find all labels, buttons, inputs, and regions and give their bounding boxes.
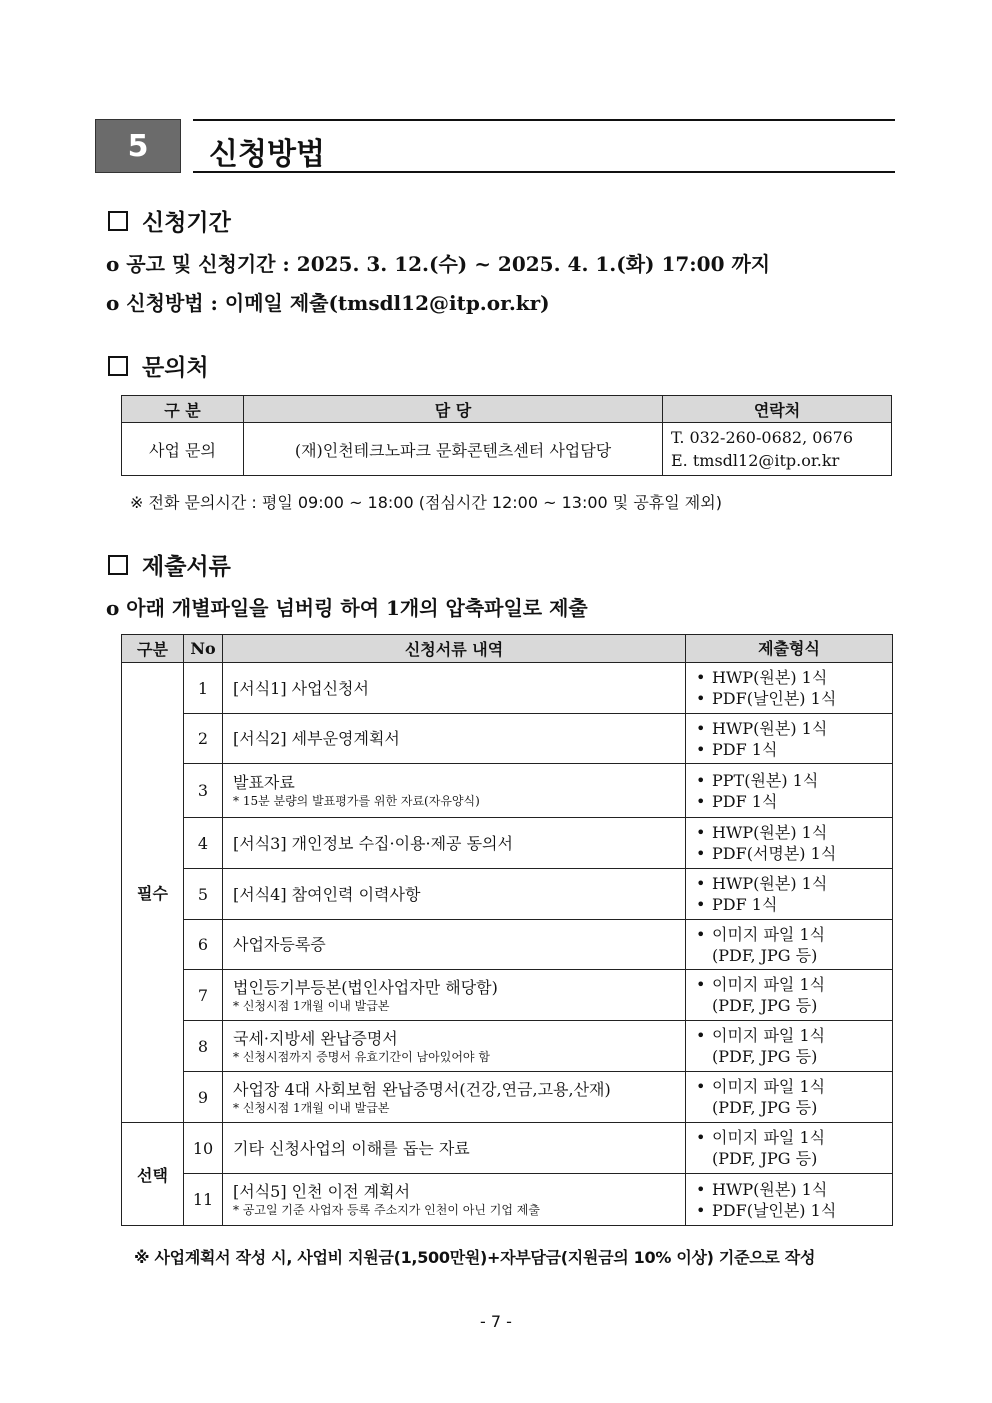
doc-number: 7 [184,970,223,1021]
doc-description [223,1072,686,1123]
doc-title: [서식3] 개인정보 수집·이용·제공 동의서 [233,833,513,853]
doc-title: 기타 신청사업의 이해를 돕는 자료 [233,1138,470,1158]
format-text: (PDF, JPG 등) [712,1149,818,1168]
doc-title: 국세·지방세 완납증명서 [233,1028,398,1048]
format-line [696,843,892,864]
format-text: (PDF, JPG 등) [712,1047,818,1066]
format-text: (PDF, JPG 등) [712,945,818,965]
format-text: 이미지 파일 1식 [712,1077,826,1096]
doc-description [223,764,686,818]
doc-title: 사업자등록증 [233,935,326,954]
doc-subnote: * 신청시점까지 증명서 유효기간이 남아있어야 함 [233,1049,490,1064]
documents-heading: 제출서류 [108,548,231,581]
format-text: PDF 1식 [712,895,778,914]
doc-subnote: * 신청시점 1개월 이내 발급본 [233,998,390,1013]
doc-description [223,920,686,970]
table-row [122,1072,893,1123]
format-text: HWP(원본) 1식 [712,668,828,687]
section-title: 신청방법 [209,137,325,172]
format-line [696,974,892,995]
table-row [122,869,893,920]
doc-title: 사업장 4대 사회보험 완납증명서(건강,연금,고용,산재) [233,1079,611,1099]
format-line [696,718,892,739]
section-title-box [193,119,895,173]
format-line [696,791,892,812]
doc-description [223,970,686,1021]
format-text: HWP(원본) 1식 [712,1179,828,1199]
page-number: - 7 - [480,1312,512,1331]
budget-note: ※ 사업계획서 작성 시, 사업비 지원금(1,500만원)+자부담금(지원금의 10% 이상) 기준으로 작성 [134,1248,816,1267]
contact-email: E. tmsdl12@itp.or.kr [671,451,840,470]
format-line [696,1097,892,1118]
format-line [696,688,892,709]
format-line [696,667,892,688]
method-line: o 신청방법 : 이메일 제출(tmsdl12@itp.or.kr) [106,291,550,315]
checkbox-square-icon [108,356,128,376]
doc-format [686,1174,893,1226]
checkbox-square-icon [108,211,128,231]
table-row [122,970,893,1021]
header-no: No [184,635,223,663]
doc-description [223,1174,686,1226]
doc-description [223,663,686,714]
header-contact: 연락처 [663,396,892,423]
doc-subnote: * 15분 분량의 발표평가를 위한 자료(자유양식) [233,794,480,808]
format-line [696,1046,892,1067]
section-header [95,119,895,173]
header-format: 제출형식 [686,635,893,663]
table-row [122,714,893,764]
doc-title: [서식1] 사업신청서 [233,678,369,698]
format-line [696,1179,892,1200]
group-optional: 선택 [122,1123,184,1226]
format-text: HWP(원본) 1식 [712,874,828,893]
format-text: (PDF, JPG 등) [712,996,818,1015]
doc-number: 6 [184,920,223,970]
format-text: 이미지 파일 1식 [712,975,826,994]
header-group: 구분 [122,635,184,663]
table-row [122,764,893,818]
doc-description [223,869,686,920]
doc-subnote: * 신청시점 1개월 이내 발급본 [233,1100,390,1115]
header-category: 구 분 [122,396,244,423]
contact-phone: T. 032-260-0682, 0676 [671,428,853,447]
format-text: HWP(원본) 1식 [712,823,828,842]
doc-number: 10 [184,1123,223,1174]
format-line [696,945,892,966]
format-text: 이미지 파일 1식 [712,1026,826,1045]
doc-number: 1 [184,663,223,714]
period-heading: 신청기간 [108,204,231,237]
contact-note: ※ 전화 문의시간 : 평일 09:00 ~ 18:00 (점심시간 12:00 ~ 13:00 및 공휴일 제외) [130,493,722,512]
section-number: 5 [95,119,181,173]
format-text: HWP(원본) 1식 [712,718,828,738]
doc-title: [서식2] 세부운영계획서 [233,729,400,748]
format-line [696,1127,892,1148]
format-text: 이미지 파일 1식 [712,924,826,944]
table-row [122,1021,893,1072]
contact-category: 사업 문의 [122,423,244,476]
documents-table-header [122,635,893,663]
doc-format [686,818,893,869]
format-text: PDF(서명본) 1식 [712,844,837,863]
doc-number: 9 [184,1072,223,1123]
period-line: o 공고 및 신청기간 : 2025. 3. 12.(수) ~ 2025. 4. 1.(화) 17:00 까지 [106,252,771,276]
group-required: 필수 [122,663,184,1123]
format-text: PDF(날인본) 1식 [712,689,837,708]
table-row [122,818,893,869]
doc-format [686,1021,893,1072]
doc-format [686,1072,893,1123]
doc-number: 2 [184,714,223,764]
checkbox-square-icon [108,555,128,575]
format-text: 이미지 파일 1식 [712,1128,826,1147]
contact-table-header [122,396,892,423]
format-line [696,924,892,945]
format-text: PDF(날인본) 1식 [712,1200,837,1220]
doc-number: 4 [184,818,223,869]
doc-format [686,714,893,764]
format-line [696,770,892,791]
format-line [696,1076,892,1097]
doc-subnote: * 공고일 기준 사업자 등록 주소지가 인천이 아닌 기업 제출 [233,1203,540,1217]
format-line [696,995,892,1016]
format-text: (PDF, JPG 등) [712,1098,818,1117]
format-line [696,1148,892,1169]
table-row [122,920,893,970]
doc-number: 5 [184,869,223,920]
contact-table [121,395,892,476]
doc-description [223,818,686,869]
doc-format [686,970,893,1021]
doc-format [686,764,893,818]
table-row [122,423,892,476]
doc-number: 3 [184,764,223,818]
format-text: PPT(원본) 1식 [712,770,819,790]
doc-description [223,1123,686,1174]
documents-table [121,634,893,1226]
contact-info [663,423,892,476]
doc-format [686,920,893,970]
doc-format [686,1123,893,1174]
doc-number: 11 [184,1174,223,1226]
contact-heading: 문의처 [108,349,209,382]
format-line [696,739,892,760]
format-text: PDF 1식 [712,791,778,811]
doc-number: 8 [184,1021,223,1072]
format-line [696,894,892,915]
header-org: 담 당 [244,396,663,423]
doc-description [223,714,686,764]
format-line [696,822,892,843]
documents-intro: o 아래 개별파일을 넘버링 하여 1개의 압축파일로 제출 [106,596,588,620]
format-text: PDF 1식 [712,739,778,759]
doc-format [686,663,893,714]
format-line [696,1200,892,1221]
doc-format [686,869,893,920]
doc-title: [서식4] 참여인력 이력사항 [233,884,421,904]
doc-title: [서식5] 인천 이전 계획서 [233,1182,411,1201]
table-row [122,663,893,714]
table-row [122,1174,893,1226]
format-line [696,873,892,894]
doc-description [223,1021,686,1072]
header-desc: 신청서류 내역 [223,635,686,663]
doc-title: 법인등기부등본(법인사업자만 해당함) [233,977,498,997]
table-row [122,1123,893,1174]
contact-org: (재)인천테크노파크 문화콘텐츠센터 사업담당 [244,423,663,476]
format-line [696,1025,892,1046]
doc-title: 발표자료 [233,773,295,792]
